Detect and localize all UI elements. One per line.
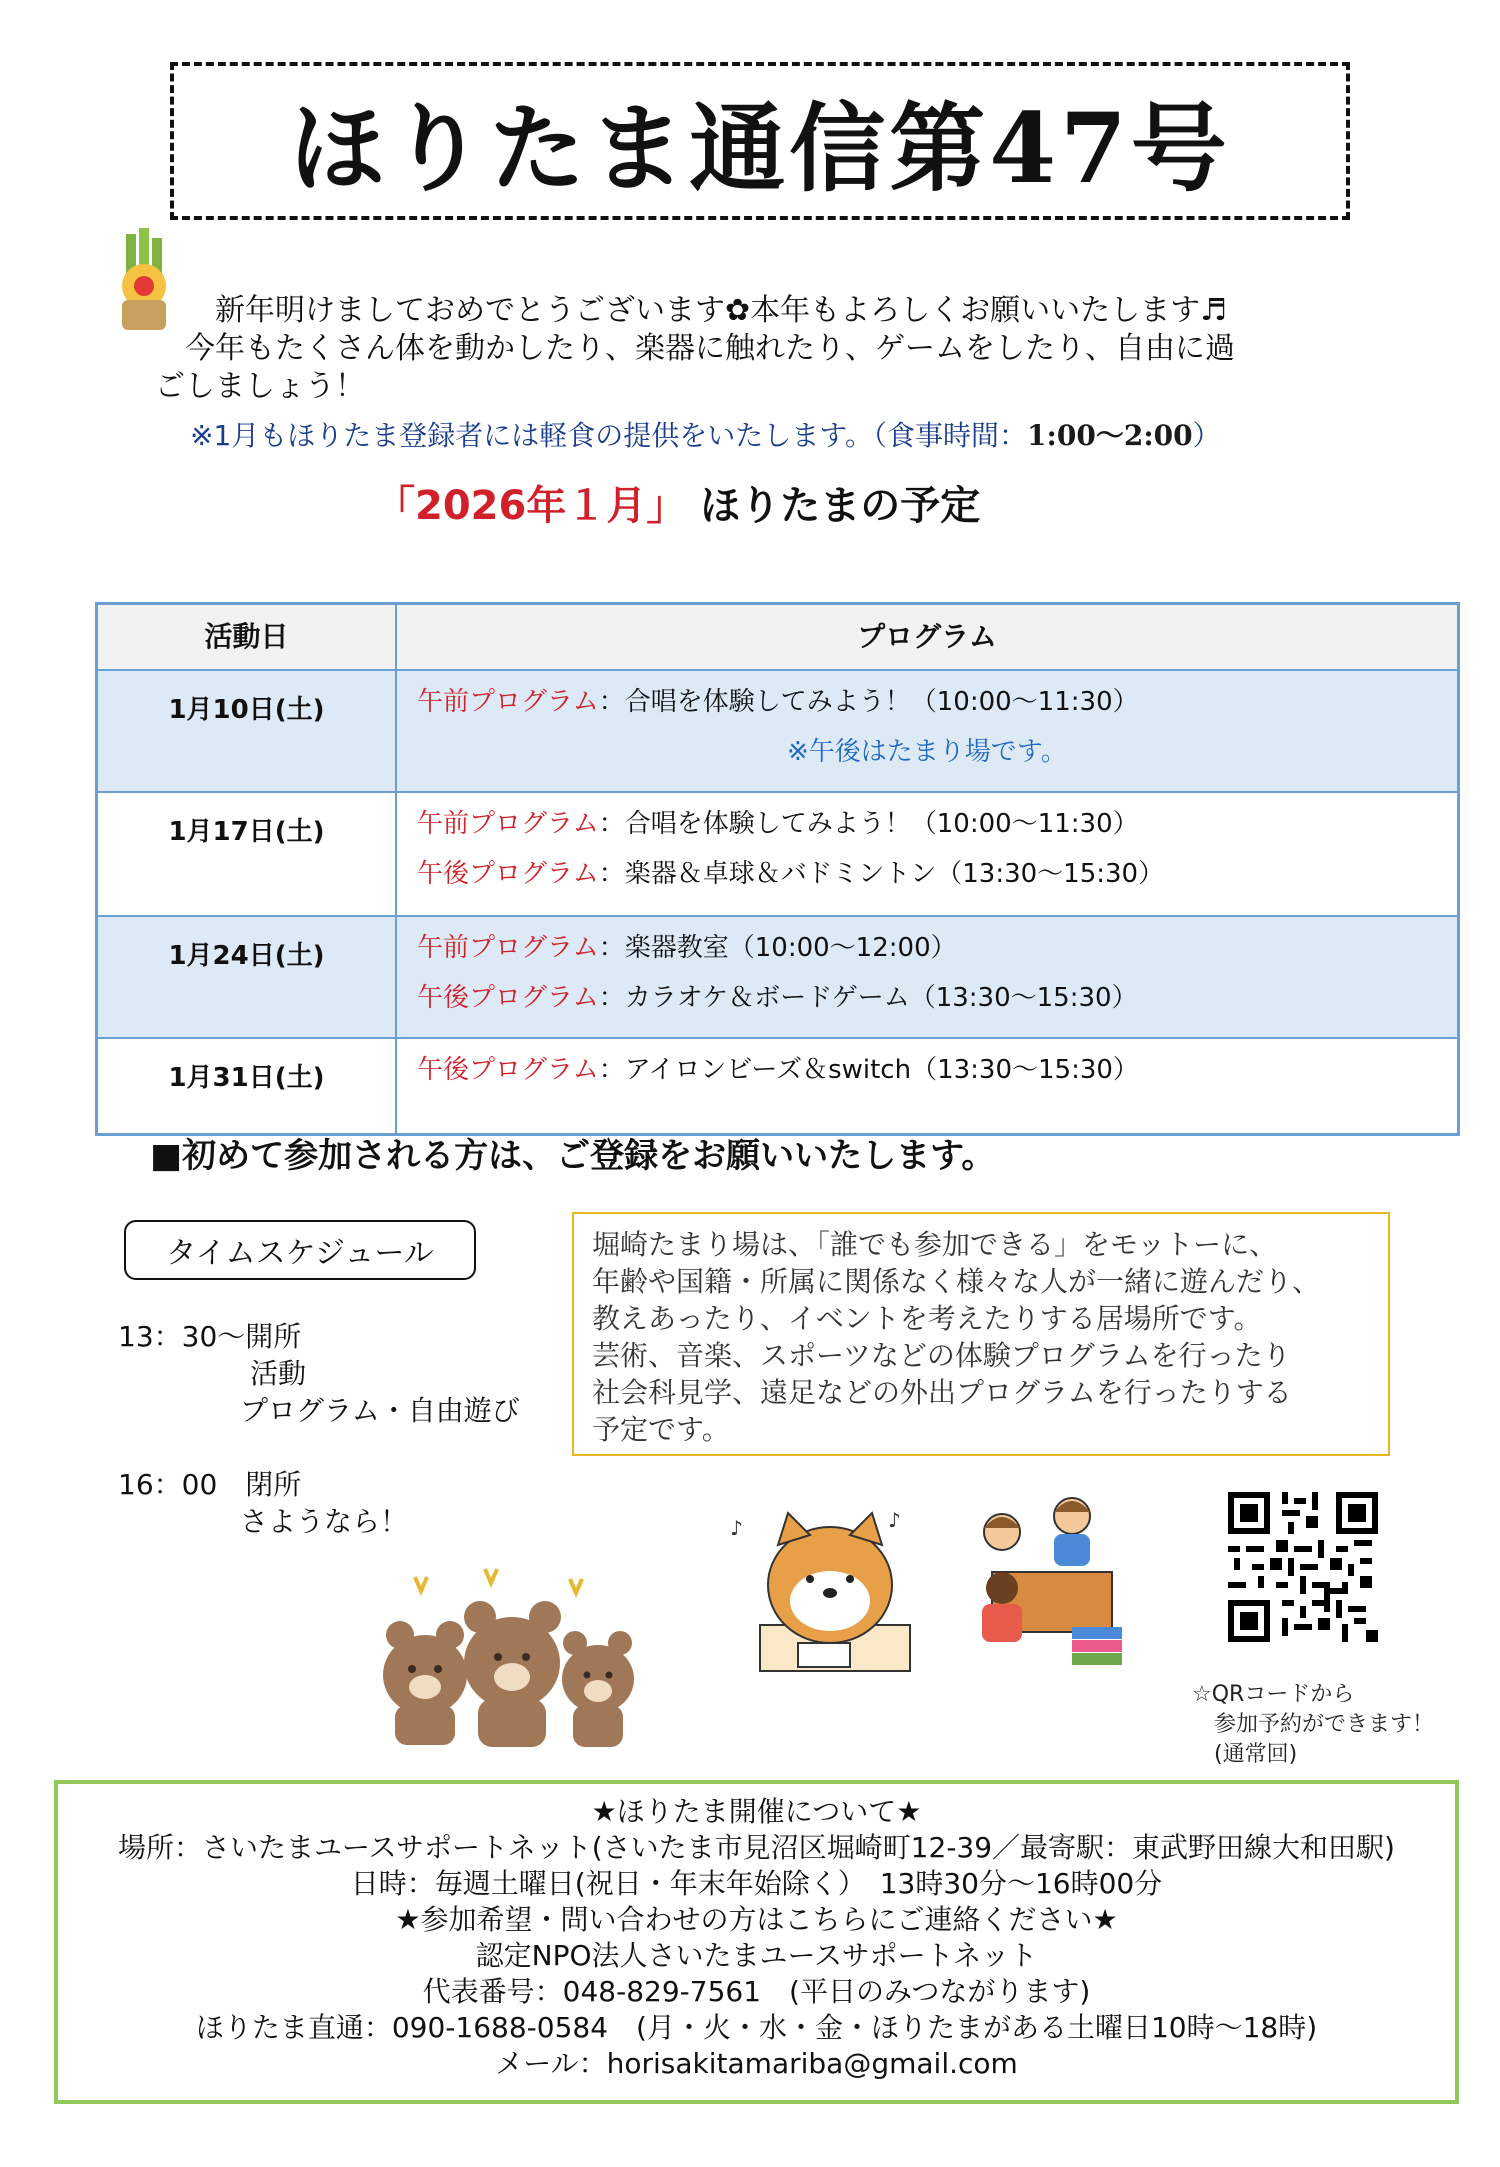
afternoon-note: ※午後はたまり場です。 [787,737,1067,767]
kadomatsu-icon [108,228,180,336]
meal-note-prefix: ※1月もほりたま登録者には軽食の提供をいたします。（食事時間： [190,419,1028,452]
qr-code-icon[interactable] [1228,1492,1378,1642]
pm-label: 午後プログラム [417,983,599,1013]
dog-illustration [720,1505,925,1675]
row-programs [397,793,1457,915]
pm-program [417,1045,1457,1095]
pm-text: ：カラオケ＆ボードゲーム（13:30～15:30） [598,983,1138,1013]
header-date: 活動日 [98,605,397,669]
info-location: 場所：さいたまユースサポートネット(さいたま市見沼区堀崎町12-39／最寄駅：東武野田線大和田駅) [118,1831,1395,1864]
about-box [572,1212,1390,1456]
pm-text: ：楽器＆卓球＆バドミントン（13:30～15:30） [598,859,1165,889]
am-program [417,799,1457,849]
am-label: 午前プログラム [417,809,599,839]
svg-text:♪: ♪ [888,1508,901,1532]
about-line: 堀崎たまり場は、「誰でも参加できる」をモットーに、 [592,1228,1278,1261]
pm-program [417,973,1457,1023]
about-line: 予定です。 [592,1413,730,1446]
issue-number: 47 [989,91,1131,205]
pm-label: 午後プログラム [417,859,599,889]
am-text: ：合唱を体験してみよう！（10:00～11:30） [598,687,1139,717]
schedule-heading-text: ほりたまの予定 [700,483,981,529]
greeting-line-2: 今年もたくさん体を動かしたり、楽器に触れたり、ゲームをしたり、自由に過 [185,331,1235,366]
row-date: 1月31日(土) [98,1039,397,1133]
pm-label: 午後プログラム [417,1055,599,1085]
row-date: 1月10日(土) [98,671,397,791]
am-text: ：楽器教室（10:00～12:00） [598,933,957,963]
qr-note-line: ☆QRコードから [1192,1682,1355,1707]
pm-program [417,849,1457,899]
am-label: 午前プログラム [417,933,599,963]
event-info-box [54,1780,1459,2104]
info-organization: 認定NPO法人さいたまユースサポートネット [475,1939,1038,1972]
row-programs [397,1039,1457,1133]
table-row [98,669,1457,791]
timeschedule-label: タイムスケジュール [124,1220,476,1280]
info-contact-heading: ★参加希望・問い合わせの方はこちらにご連絡ください★ [395,1903,1118,1936]
row-programs [397,917,1457,1037]
info-direct-phone[interactable]: ほりたま直通：090-1688-0584 (月・火・水・金・ほりたまがある土曜日10時～18時) [195,2011,1318,2044]
about-line: 教えあったり、イベントを考えたりする居場所です。 [592,1302,1262,1335]
activity: 活動 [250,1357,307,1390]
activity-detail: プログラム・自由遊び [240,1394,520,1427]
row-date: 1月17日(土) [98,793,397,915]
am-label: 午前プログラム [417,687,599,717]
about-line: 社会科見学、遠足などの外出プログラムを行ったりする [592,1376,1292,1409]
newsletter-title [289,73,1231,210]
qr-note-line: (通常回) [1214,1742,1298,1767]
info-heading: ★ほりたま開催について★ [591,1795,922,1828]
about-line: 年齢や国籍・所属に関係なく様々な人が一緒に遊んだり、 [592,1265,1321,1298]
bears-illustration [370,1565,660,1750]
header-program: プログラム [857,620,997,653]
table-row [98,915,1457,1037]
schedule-heading-month: 「2026年１月」 [375,483,687,529]
table-header-row [98,605,1457,669]
pm-text: ：アイロンビーズ＆switch（13:30～15:30） [598,1055,1139,1085]
am-program [417,677,1457,727]
info-email[interactable]: メール：horisakitamariba@gmail.com [495,2047,1018,2080]
registration-notice: ■初めて参加される方は、ご登録をお願いいたします。 [150,1136,996,1176]
qr-note [1192,1680,1434,1770]
about-line: 芸術、音楽、スポーツなどの体験プログラムを行ったり [592,1339,1291,1372]
am-text: ：合唱を体験してみよう！（10:00～11:30） [598,809,1139,839]
table-row [98,791,1457,915]
kids-playing-illustration [962,1492,1132,1667]
close-time: 16：00 閉所 [118,1468,302,1501]
greeting-line-1: 新年明けましておめでとうございます✿本年もよろしくお願いいたします♬ [215,293,1228,328]
table-row [98,1037,1457,1133]
meal-note-time: 1:00～2:00 [1027,419,1193,452]
greeting-line-3: ごしましょう！ [155,369,365,404]
title-prefix: ほりたま通信第 [289,92,990,205]
svg-text:♪: ♪ [730,1516,743,1540]
am-program [417,923,1457,973]
info-datetime: 日時：毎週土曜日(祝日・年末年始除く） 13時30分～16時00分 [350,1867,1163,1900]
row-programs [397,671,1457,791]
title-suffix: 号 [1130,92,1231,205]
qr-note-line: 参加予約ができます！ [1214,1712,1435,1737]
schedule-table [95,602,1460,1136]
open-time: 13：30～開所 [118,1320,302,1353]
meal-note [190,414,1221,454]
meal-note-suffix: ） [1192,419,1221,452]
row-date: 1月24日(土) [98,917,397,1037]
newsletter-title-box [170,62,1350,220]
goodbye-text: さようなら！ [240,1505,409,1538]
schedule-heading [375,474,980,531]
info-main-phone[interactable]: 代表番号：048-829-7561 (平日のみつながります) [422,1975,1091,2008]
